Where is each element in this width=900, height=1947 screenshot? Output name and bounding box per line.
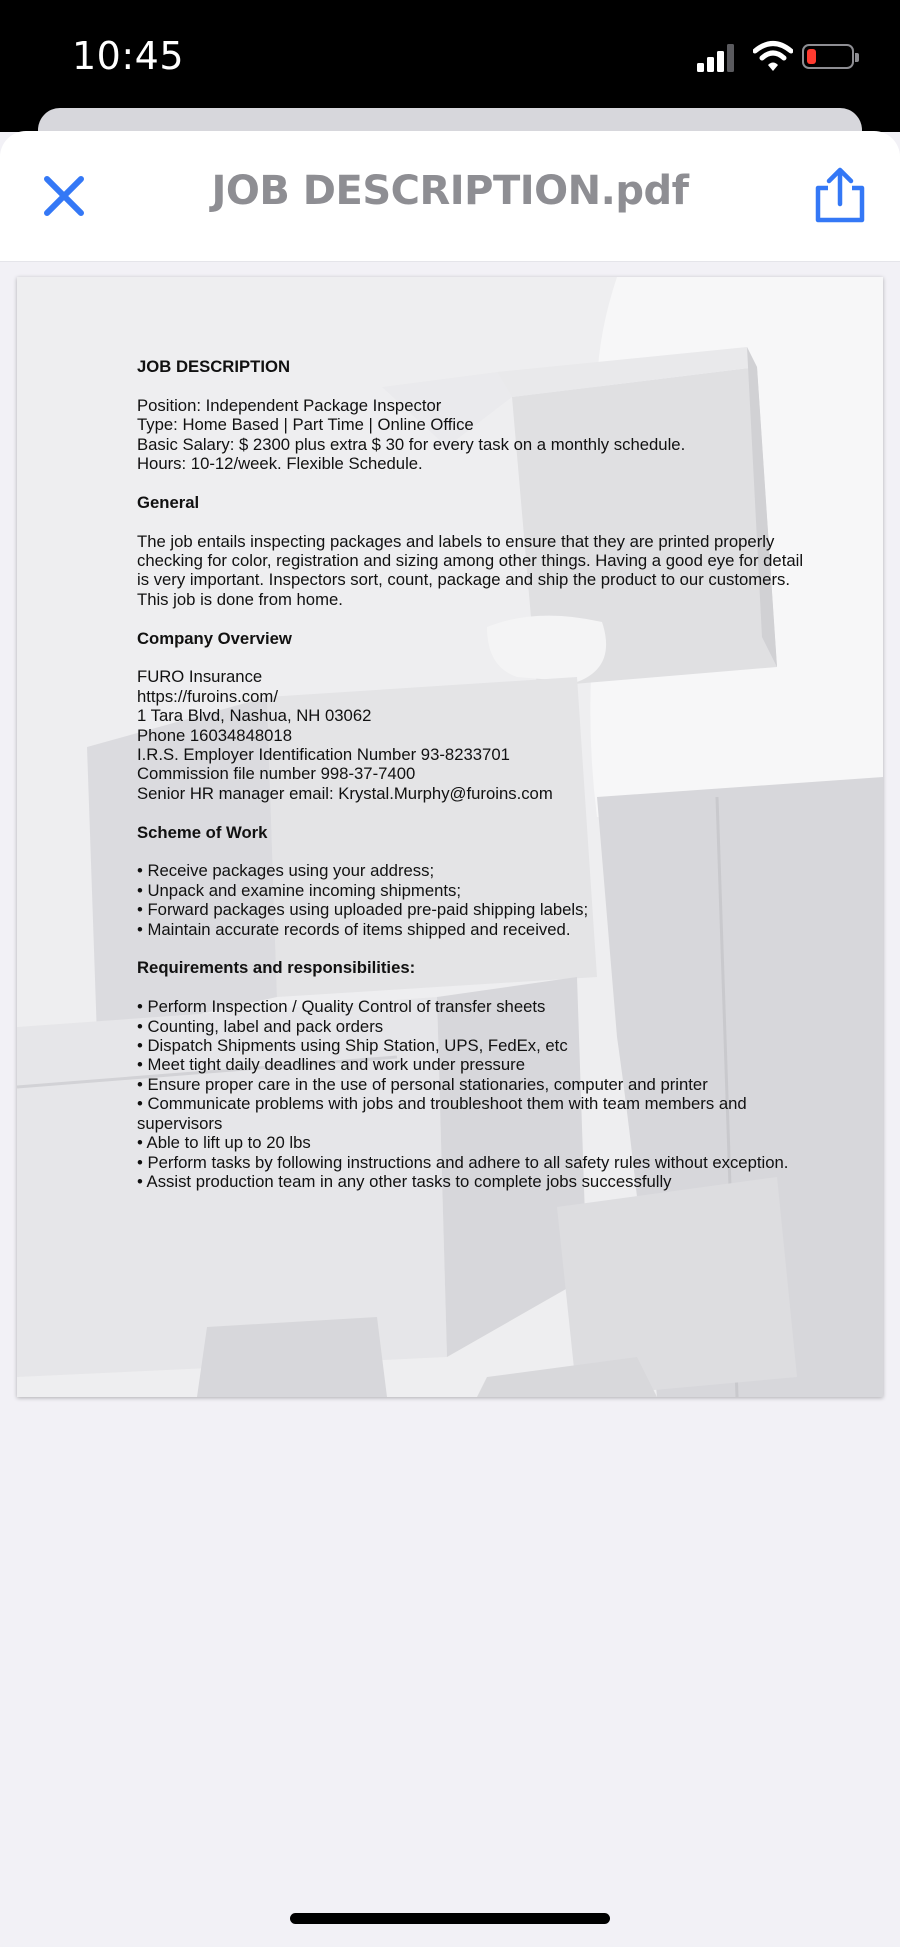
company-line: Commission file number 998-37-7400 [137,764,416,784]
section-heading-company: Company Overview [137,628,292,648]
detail-line: Position: Independent Package Inspector [137,395,442,415]
requirement-item: • Counting, label and pack orders [137,1016,384,1036]
requirement-item: • Perform Inspection / Quality Control of transfer sheets [137,997,546,1017]
share-button[interactable] [812,166,868,224]
header-divider [0,261,900,262]
general-line: The job entails inspecting packages and labels to ensure that they are printed properly [137,531,775,551]
company-line: FURO Insurance [137,667,263,687]
detail-line: Type: Home Based | Part Time | Online Office [137,415,474,435]
document-text [137,357,837,1191]
requirement-item: • Assist production team in any other tasks to complete jobs successfully [137,1171,672,1191]
requirement-item: • Able to lift up to 20 lbs [137,1133,311,1153]
section-heading-requirements: Requirements and responsibilities: [137,958,416,978]
scheme-item: • Maintain accurate records of items shipped and received. [137,919,571,939]
company-url: https://furoins.com/ [137,686,278,706]
detail-line: Hours: 10-12/week. Flexible Schedule. [137,454,423,474]
section-heading-general: General [137,492,200,512]
general-line: checking for color, registration and sizing among other things. Having a good eye for detail [137,551,804,571]
battery-level [807,49,816,64]
cellular-signal-icon [697,44,737,72]
home-indicator[interactable] [290,1913,610,1924]
general-line: This job is done from home. [137,589,343,609]
requirement-item: • Perform tasks by following instructions and adhere to all safety rules without exception. [137,1152,789,1172]
status-time: 10:45 [72,34,185,78]
general-line: is very important. Inspectors sort, count, package and ship the product to our customers. [137,570,790,590]
pdf-page[interactable] [17,277,883,1397]
company-line: Senior HR manager email: Krystal.Murphy@furoins.com [137,783,553,803]
close-button[interactable] [40,172,88,220]
requirement-item: • Meet tight daily deadlines and work under pressure [137,1055,526,1075]
company-line: Phone 16034848018 [137,725,292,745]
detail-line: Basic Salary: $ 2300 plus extra $ 30 for every task on a monthly schedule. [137,434,686,454]
scheme-item: • Forward packages using uploaded pre-paid shipping labels; [137,900,589,920]
scheme-item: • Receive packages using your address; [137,861,435,881]
section-heading-scheme: Scheme of Work [137,822,268,842]
scheme-item: • Unpack and examine incoming shipments; [137,880,461,900]
requirement-item: • Ensure proper care in the use of personal stationaries, computer and printer [137,1074,708,1094]
requirement-item: supervisors [137,1113,223,1133]
company-line: I.R.S. Employer Identification Number 93-8233701 [137,745,510,765]
doc-heading: JOB DESCRIPTION [137,357,290,376]
company-line: 1 Tara Blvd, Nashua, NH 03062 [137,706,372,726]
battery-icon [802,44,854,69]
requirement-item: • Communicate problems with jobs and troubleshoot them with team members and [137,1094,747,1114]
requirement-item: • Dispatch Shipments using Ship Station, UPS, FedEx, etc [137,1036,568,1056]
document-title: JOB DESCRIPTION.pdf [211,168,689,214]
wifi-icon [753,40,793,72]
